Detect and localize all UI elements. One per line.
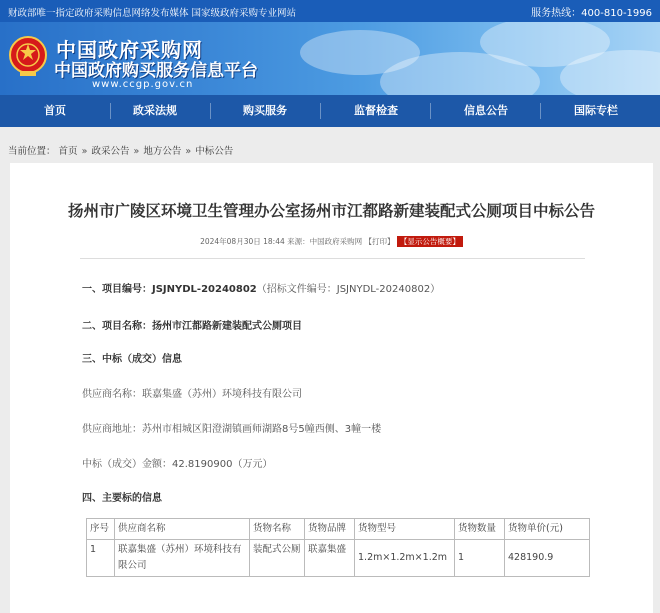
cell-brand: 联嘉集盛: [305, 540, 355, 577]
header-quantity: 货物数量: [455, 519, 505, 540]
cell-quantity: 1: [455, 540, 505, 577]
header-brand: 货物品牌: [305, 519, 355, 540]
top-strip: [0, 0, 660, 22]
header-banner: [0, 22, 660, 95]
cell-supplier: 联嘉集盛（苏州）环境科技有限公司: [115, 540, 250, 577]
national-emblem-icon[interactable]: [8, 35, 48, 79]
breadcrumb: [8, 143, 233, 157]
nav-supervision[interactable]: 监督检查: [354, 104, 398, 117]
breadcrumb-gov-announcements[interactable]: 政采公告: [91, 146, 130, 157]
breadcrumb-prefix: 当前位置：: [8, 146, 56, 157]
nav-regulations[interactable]: 政采法规: [133, 104, 177, 117]
section-main-items: [82, 489, 162, 504]
show-summary-button[interactable]: 【显示公告概要】: [397, 236, 463, 247]
hotline: 服务热线：400-810-1996: [531, 8, 652, 19]
breadcrumb-sep: »: [133, 146, 140, 157]
site-domain: www.ccgp.gov.cn: [92, 79, 194, 90]
project-name-label: 二、项目名称：: [82, 321, 152, 332]
project-name-value: 扬州市江都路新建装配式公厕项目: [152, 321, 302, 332]
items-table: [86, 518, 590, 577]
nav-announcements[interactable]: 信息公告: [464, 104, 508, 117]
title-divider: [80, 258, 585, 259]
print-link[interactable]: 【打印】: [364, 237, 395, 246]
breadcrumb-home[interactable]: 首页: [58, 146, 78, 157]
nav-international[interactable]: 国际专栏: [574, 104, 618, 117]
platform-name: 中国政府购买服务信息平台: [54, 61, 258, 81]
header-unit-price: 货物单价(元): [505, 519, 590, 540]
breadcrumb-sep: »: [185, 146, 192, 157]
article-source: 来源：中国政府采购网: [287, 237, 363, 246]
section-project-name: [82, 317, 302, 332]
table-header-row: [87, 519, 590, 540]
nav-home[interactable]: 首页: [44, 104, 66, 117]
project-number-value: JSJNYDL-20240802: [152, 284, 257, 295]
section-project-number: [82, 280, 440, 295]
main-nav: [0, 95, 660, 127]
site-name[interactable]: 中国政府采购网: [56, 38, 203, 62]
award-info-heading: 三、中标（成交）信息: [82, 354, 182, 365]
project-number-label: 一、项目编号：: [82, 284, 152, 295]
breadcrumb-award-announcements[interactable]: 中标公告: [195, 146, 234, 157]
header-goods-name: 货物名称: [250, 519, 305, 540]
header-model: 货物型号: [355, 519, 455, 540]
cell-model: 1.2m×1.2m×1.2m: [355, 540, 455, 577]
breadcrumb-sep: »: [81, 146, 88, 157]
award-amount: 中标（成交）金额：42.8190900（万元）: [82, 459, 273, 470]
main-items-heading: 四、主要标的信息: [82, 493, 162, 504]
nav-purchase-services[interactable]: 购买服务: [243, 104, 287, 117]
cell-unit-price: 428190.9: [505, 540, 590, 577]
table-row: [87, 540, 590, 577]
site-slogan: 财政部唯一指定政府采购信息网络发布媒体 国家级政府采购专业网站: [8, 8, 297, 19]
header-index: 序号: [87, 519, 115, 540]
section-award-info: [82, 350, 182, 365]
article-title: 扬州市广陵区环境卫生管理办公室扬州市江都路新建装配式公厕项目中标公告: [67, 202, 595, 220]
supplier-address: 供应商地址：苏州市相城区阳澄湖镇画师湖路8号5幢西侧、3幢一楼: [82, 424, 382, 435]
header-supplier: 供应商名称: [115, 519, 250, 540]
cell-index: 1: [87, 540, 115, 577]
breadcrumb-local-announcements[interactable]: 地方公告: [143, 146, 182, 157]
tender-doc-number: （招标文件编号：JSJNYDL-20240802）: [256, 284, 441, 295]
article-date: 2024年08月30日 18:44: [200, 237, 285, 246]
supplier-name: 供应商名称：联嘉集盛（苏州）环境科技有限公司: [82, 389, 302, 400]
cell-goods-name: 装配式公厕: [250, 540, 305, 577]
article-meta: [10, 236, 653, 247]
